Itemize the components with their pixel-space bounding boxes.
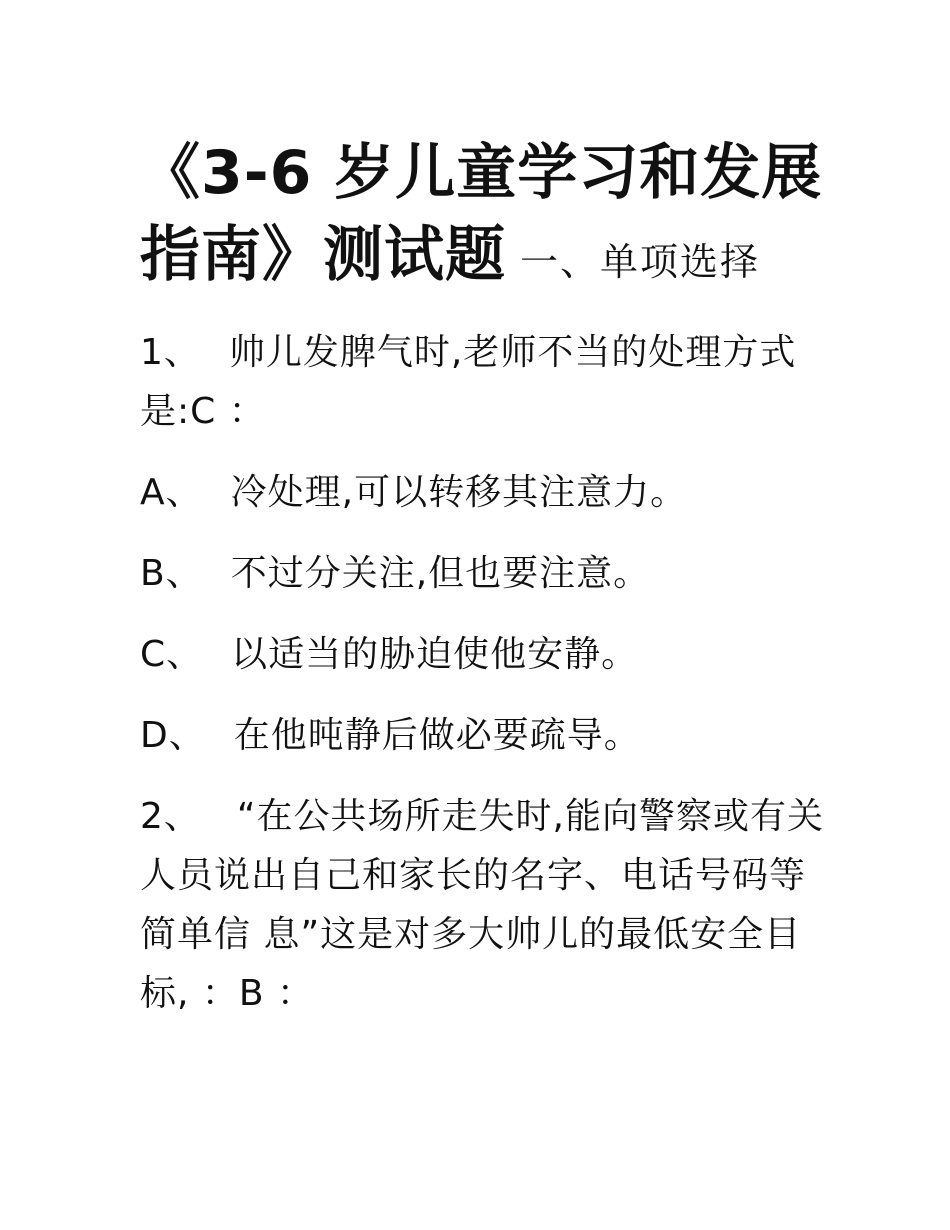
title-main: 《3-6 岁儿童学习和发展指南》测试题 (140, 138, 823, 290)
option-d (140, 706, 830, 765)
section-heading: 一、单项选择 (520, 240, 761, 284)
question-2-text: “在公共场所走失时,能向警察或有关人员说出自己和家长的名字、电话号码等简单信 息”这是对多大帅儿的最低安全目标, ：B ： (140, 796, 825, 1014)
option-a-marker: A、 (140, 472, 203, 513)
option-b (140, 544, 830, 603)
question-2-number: 2、 (140, 796, 201, 837)
document-page (140, 132, 830, 1023)
option-b-marker: B、 (140, 553, 203, 594)
option-d-marker: D、 (140, 715, 206, 756)
document-title (140, 132, 830, 303)
option-c-marker: C、 (140, 634, 204, 675)
question-2 (140, 787, 830, 1023)
option-c-text: 以适当的胁迫使他安静。 (231, 634, 639, 675)
option-a (140, 463, 830, 522)
option-b-text: 不过分关注,但也要注意。 (230, 553, 651, 594)
option-a-text: 冷处理,可以转移其注意力。 (230, 472, 688, 513)
option-c (140, 625, 830, 684)
question-1 (140, 323, 830, 441)
question-1-text: 帅儿发脾气时,老师不当的处理方式是:C ： (140, 332, 797, 432)
option-d-text: 在他旽静后做必要疏导。 (233, 715, 641, 756)
question-1-number: 1、 (140, 332, 201, 373)
